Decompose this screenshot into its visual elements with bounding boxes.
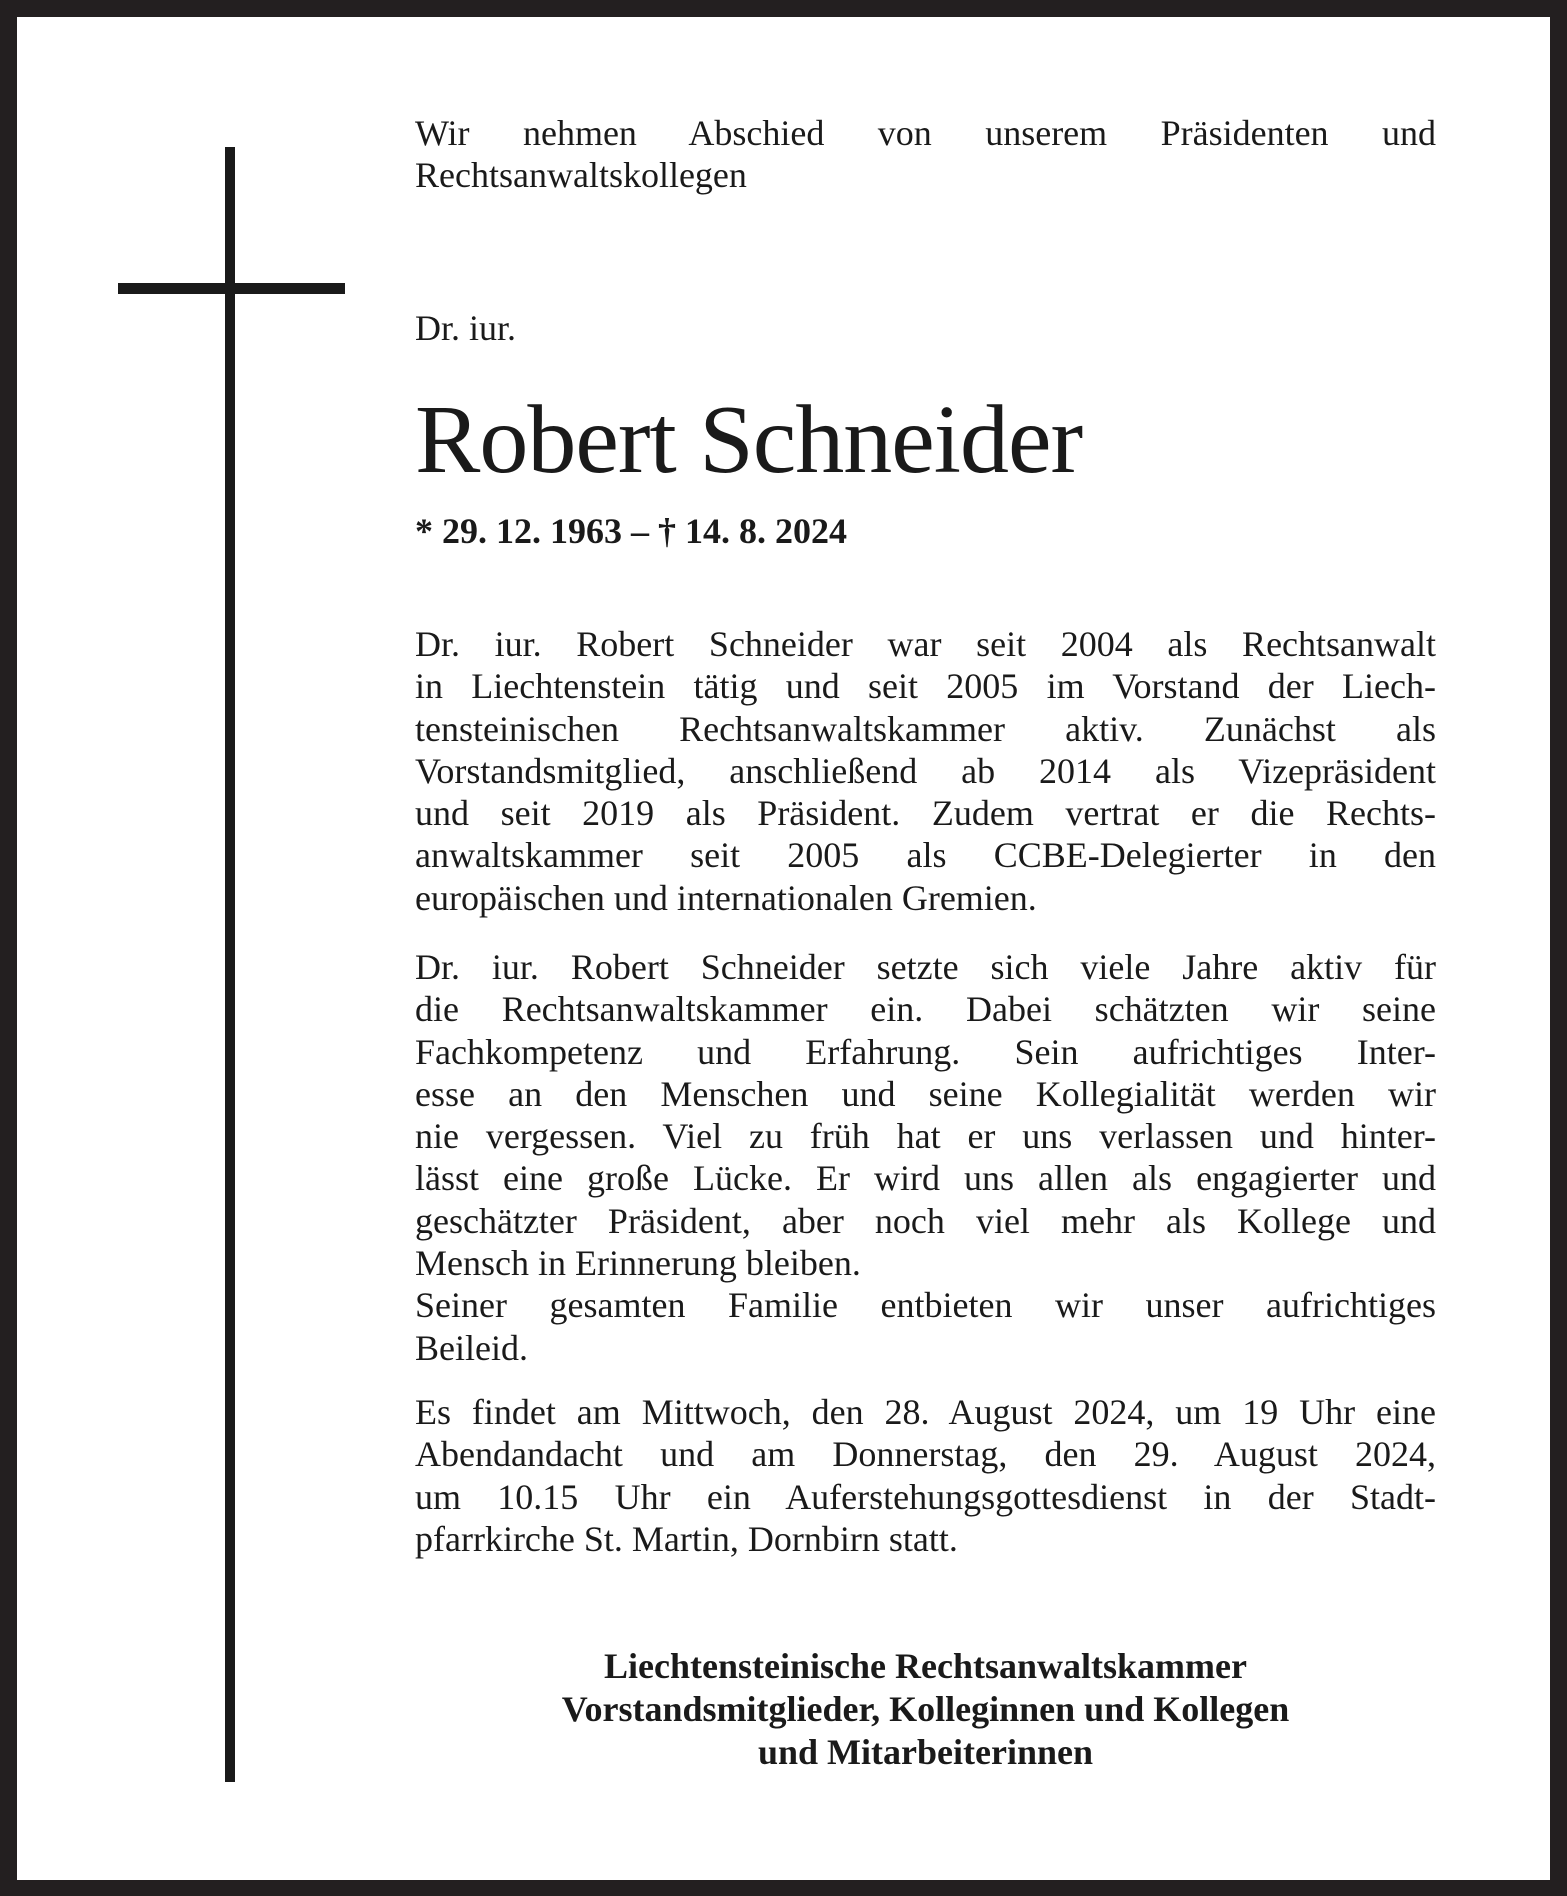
text-line: tensteinischen Rechtsanwaltskammer aktiv. Zunächst als (415, 708, 1436, 749)
text-line: anwaltskammer seit 2005 als CCBE-Delegierter in den (415, 835, 1436, 876)
text-line: Beileid. (415, 1327, 528, 1368)
dates-text: * 29. 12. 1963 – † 14. 8. 2024 (415, 511, 847, 551)
signature (415, 1645, 1436, 1774)
signature-line: Vorstandsmitglieder, Kolleginnen und Kollegen (561, 1689, 1290, 1729)
signature-line: und Mitarbeiterinnen (757, 1732, 1093, 1772)
text-line: Dr. iur. Robert Schneider setzte sich viele Jahre aktiv für (415, 947, 1436, 987)
text-line: lässt eine große Lücke. Er wird uns allen als engagierter und (415, 1158, 1436, 1199)
academic-title (415, 307, 1436, 349)
text-line: Dr. iur. Robert Schneider war seit 2004 als Rechtsanwalt (415, 624, 1436, 664)
text-line: die Rechtsanwaltskammer ein. Dabei schätzten wir seine (415, 989, 1436, 1030)
text-line: Vorstandsmitglied, anschließend ab 2014 als Vizepräsident (415, 750, 1436, 791)
deceased-name (415, 385, 1436, 495)
signature-line: Liechtensteinische Rechtsanwaltskammer (604, 1646, 1247, 1686)
paragraph-1 (415, 623, 1436, 919)
intro-line: Wir nehmen Abschied von unserem Präsidenten und (415, 113, 1436, 153)
life-dates (415, 510, 1436, 552)
text-line: Fachkompetenz und Erfahrung. Sein aufrichtiges Inter- (415, 1031, 1436, 1072)
text-line: Abendandacht und am Donnerstag, den 29. August 2024, (415, 1434, 1436, 1475)
text-line: pfarrkirche St. Martin, Dornbirn statt. (415, 1518, 958, 1559)
text-line: und seit 2019 als Präsident. Zudem vertrat er die Rechts- (415, 793, 1436, 834)
text-line: Es findet am Mittwoch, den 28. August 2024, um 19 Uhr eine (415, 1392, 1436, 1432)
text-line: Mensch in Erinnerung bleiben. (415, 1243, 861, 1284)
name-text: Robert Schneider (415, 386, 1083, 494)
cross-icon-horizontal (118, 283, 345, 294)
text-line: nie vergessen. Viel zu früh hat er uns verlassen und hinter- (415, 1116, 1436, 1157)
title-text: Dr. iur. (415, 308, 517, 348)
cross-icon-vertical (225, 147, 235, 1782)
intro-line: Rechtsanwaltskollegen (415, 155, 747, 196)
intro-text (415, 112, 1436, 197)
paragraph-3 (415, 1391, 1436, 1560)
text-line: esse an den Menschen und seine Kollegialität werden wir (415, 1073, 1436, 1114)
text-line: geschätzter Präsident, aber noch viel mehr als Kollege und (415, 1200, 1436, 1241)
text-line: europäischen und internationalen Gremien. (415, 877, 1037, 918)
paragraph-2 (415, 946, 1436, 1369)
text-line: um 10.15 Uhr ein Auferstehungsgottesdienst in der Stadt- (415, 1476, 1436, 1517)
text-line: Seiner gesamten Familie entbieten wir unser aufrichtiges (415, 1285, 1436, 1326)
text-line: in Liechtenstein tätig und seit 2005 im Vorstand der Liech- (415, 666, 1436, 707)
